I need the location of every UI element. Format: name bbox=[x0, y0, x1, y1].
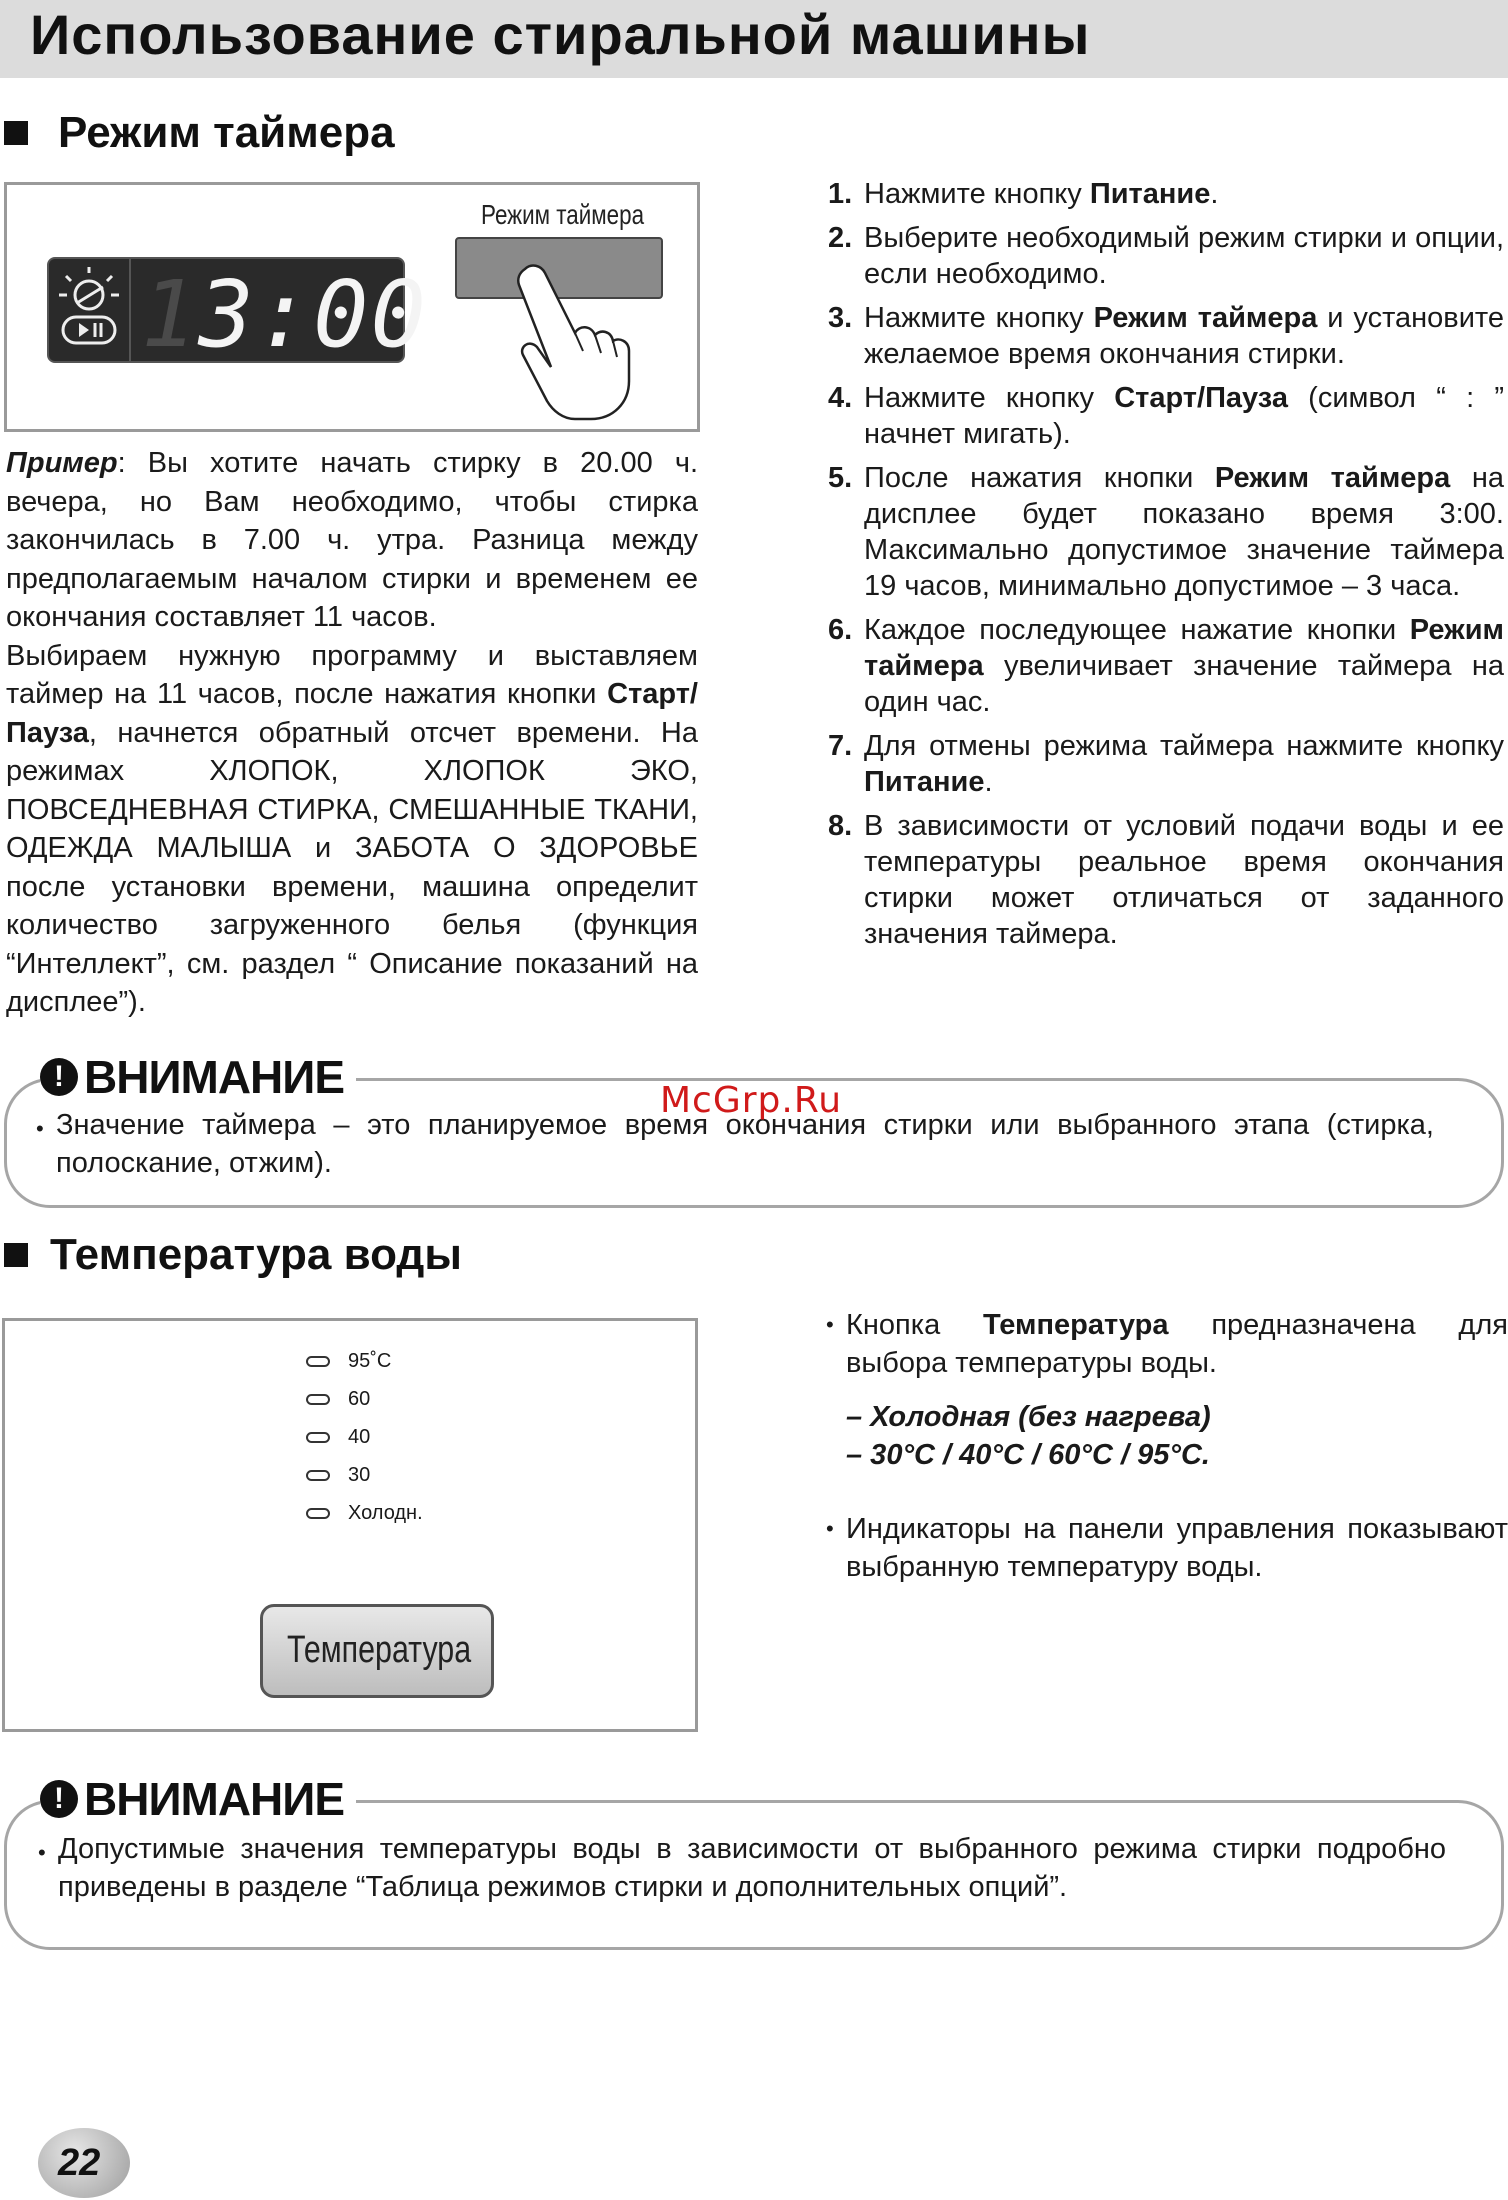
notice-text-timer: Значение таймера – это планируемое время окончания стирки или выбранного этапа (стирка, полоскание, отжим). bbox=[56, 1109, 1434, 1179]
step-number: 1. bbox=[828, 178, 853, 210]
temp-level-label: 60 bbox=[348, 1388, 371, 1410]
step-item bbox=[828, 612, 1504, 720]
step-number: 2. bbox=[828, 222, 853, 254]
step-text: Для отмены режима таймера нажмите кнопку bbox=[864, 730, 1504, 762]
led-indicator-icon bbox=[306, 1356, 330, 1367]
step-text-end: и установите желаемое время окончания стирки. bbox=[864, 302, 1504, 370]
timer-example-text bbox=[6, 444, 698, 1022]
page-title-bar bbox=[0, 0, 1508, 78]
delay-wash-icon bbox=[49, 259, 131, 361]
step-bold: Режим таймера bbox=[1093, 302, 1318, 334]
page-number: 22 bbox=[58, 2142, 101, 2184]
step-item bbox=[828, 808, 1504, 952]
step-text: Нажмите кнопку bbox=[864, 382, 1115, 414]
step-bold: Режим таймера bbox=[1214, 462, 1451, 494]
temp-section-heading: Температура воды bbox=[50, 1230, 462, 1279]
step-item bbox=[828, 380, 1504, 452]
led-indicator-icon bbox=[306, 1432, 330, 1443]
example-paragraph-2 bbox=[6, 637, 698, 1022]
exclamation-icon: ! bbox=[40, 1058, 78, 1096]
notice-header-temp bbox=[40, 1772, 356, 1826]
temp-level-95 bbox=[306, 1350, 391, 1373]
exclamation-icon: ! bbox=[40, 1780, 78, 1818]
led-indicator-icon bbox=[306, 1508, 330, 1519]
bullet-icon: • bbox=[826, 1516, 834, 1541]
example-text-2b: Старт/Пауза bbox=[6, 678, 698, 749]
step-text: Выберите необходимый режим стирки и опции, если необходимо. bbox=[864, 222, 1504, 290]
step-bold: Режим таймера bbox=[864, 614, 1504, 682]
timer-display bbox=[47, 257, 428, 368]
step-text: Нажмите кнопку bbox=[864, 302, 1094, 334]
step-text-end: (символ “ : ” начнет мигать). bbox=[864, 382, 1505, 450]
example-text-1: : Вы хотите начать стирку в 20.00 ч. вечера, но Вам необходимо, чтобы стирка закончилась в 7.00 ч. утра. Разница между предполагаемым началом стирки и временем ее окончания составляет 11 часов. bbox=[6, 447, 698, 633]
step-number: 6. bbox=[828, 614, 853, 646]
timer-digits bbox=[141, 261, 428, 368]
page-number-badge bbox=[38, 2128, 130, 2198]
temp-modes bbox=[846, 1398, 1211, 1474]
temp-level-label: 40 bbox=[348, 1426, 371, 1448]
step-text-end: . bbox=[984, 766, 993, 798]
temp-level-40 bbox=[306, 1426, 370, 1449]
temp-mode-cold: – Холодная (без нагрева) bbox=[846, 1401, 1211, 1433]
temp-level-cold bbox=[306, 1502, 423, 1525]
page-title: Использование стиральной машины bbox=[30, 3, 1091, 66]
step-number: 7. bbox=[828, 730, 853, 762]
step-item bbox=[828, 176, 1504, 212]
temp-mode-values: – 30°C / 40°C / 60°C / 95°C. bbox=[846, 1439, 1210, 1471]
step-text: Каждое последующее нажатие кнопки bbox=[864, 614, 1410, 646]
step-item bbox=[828, 220, 1504, 292]
step-bold: Питание bbox=[1089, 178, 1211, 210]
timer-time-value: 3:00 bbox=[198, 261, 428, 368]
temp-level-30 bbox=[306, 1464, 370, 1487]
temp-level-label: 30 bbox=[348, 1464, 371, 1486]
example-text-2a: Выбираем нужную программу и выставляем таймер на 11 часов, после нажатия кнопки bbox=[6, 639, 698, 710]
example-lead: Пример bbox=[6, 447, 118, 479]
timer-section-header bbox=[4, 108, 395, 158]
pressing-hand-icon bbox=[505, 255, 675, 425]
watermark: McGrp.Ru bbox=[660, 1080, 843, 1121]
step-bold: Старт/Пауза bbox=[1114, 382, 1288, 414]
timer-panel-illustration bbox=[4, 182, 700, 432]
bullet-icon: • bbox=[38, 1840, 46, 1865]
bullet-icon: • bbox=[36, 1116, 44, 1141]
step-number: 3. bbox=[828, 302, 853, 334]
led-indicator-icon bbox=[306, 1470, 330, 1481]
temp-desc-text-end: предназначена для выбора температуры воды. bbox=[846, 1309, 1508, 1379]
led-indicator-icon bbox=[306, 1394, 330, 1405]
step-text-end: увеличивает значение таймера на один час. bbox=[864, 650, 1504, 718]
step-bold: Питание bbox=[864, 766, 985, 798]
timer-button-label: Режим таймера bbox=[481, 199, 645, 230]
step-text-end: . bbox=[1210, 178, 1219, 210]
step-number: 4. bbox=[828, 382, 853, 414]
display-icons bbox=[49, 259, 131, 361]
notice-header-timer bbox=[40, 1050, 356, 1104]
temp-desc-text: Кнопка bbox=[846, 1309, 984, 1341]
square-bullet-icon bbox=[4, 121, 28, 145]
temp-level-60 bbox=[306, 1388, 370, 1411]
temperature-button-label: Температура bbox=[287, 1629, 472, 1671]
timer-section-heading: Режим таймера bbox=[58, 108, 395, 157]
temp-desc-bold: Температура bbox=[983, 1309, 1169, 1341]
notice-text-temp: Допустимые значения температуры воды в зависимости от выбранного режима стирки подробно приведены в разделе “Таблица режимов стирки и дополнительных опций”. bbox=[58, 1833, 1446, 1903]
step-number: 8. bbox=[828, 810, 853, 842]
temp-description bbox=[846, 1306, 1508, 1382]
square-bullet-icon bbox=[4, 1243, 28, 1267]
step-item bbox=[828, 460, 1504, 604]
step-text: В зависимости от условий подачи воды и ее температуры реальное время окончания стирки может отличаться от заданного значения таймера. bbox=[864, 810, 1504, 950]
temperature-button[interactable] bbox=[260, 1604, 494, 1698]
ghost-digit: 1 bbox=[141, 261, 199, 368]
step-number: 5. bbox=[828, 462, 853, 494]
temp-indicators-text: Индикаторы на панели управления показывают выбранную температуру воды. bbox=[846, 1513, 1508, 1583]
notice-label: ВНИМАНИЕ bbox=[84, 1051, 345, 1103]
step-item bbox=[828, 300, 1504, 372]
notice-label: ВНИМАНИЕ bbox=[84, 1773, 345, 1825]
step-text: После нажатия кнопки bbox=[864, 462, 1215, 494]
temp-level-label: Холодн. bbox=[348, 1502, 423, 1524]
step-item bbox=[828, 728, 1504, 800]
example-text-2c: , начнется обратный отсчет времени. На режимах ХЛОПОК, ХЛОПОК ЭКО, ПОВСЕДНЕВНАЯ СТИРКА, СМЕШАННЫЕ ТКАНИ, ОДЕЖДА МАЛЫША и ЗАБОТА О ЗДОРОВЬЕ после установки времени, машина определит количество загруженного белья (функция “Интеллект”, см. раздел “ Описание показаний на дисплее”). bbox=[6, 716, 698, 1018]
step-text-end: на дисплее будет показано время 3:00. Максимально допустимое значение таймера 19 часов, минимально допустимое – 3 часа. bbox=[864, 462, 1504, 602]
step-text: Нажмите кнопку bbox=[864, 178, 1090, 210]
example-paragraph-1 bbox=[6, 444, 698, 637]
timer-steps-list bbox=[828, 176, 1504, 960]
bullet-icon: • bbox=[826, 1312, 834, 1337]
temp-section-header bbox=[4, 1230, 462, 1280]
temp-level-label: 95˚C bbox=[348, 1350, 392, 1372]
